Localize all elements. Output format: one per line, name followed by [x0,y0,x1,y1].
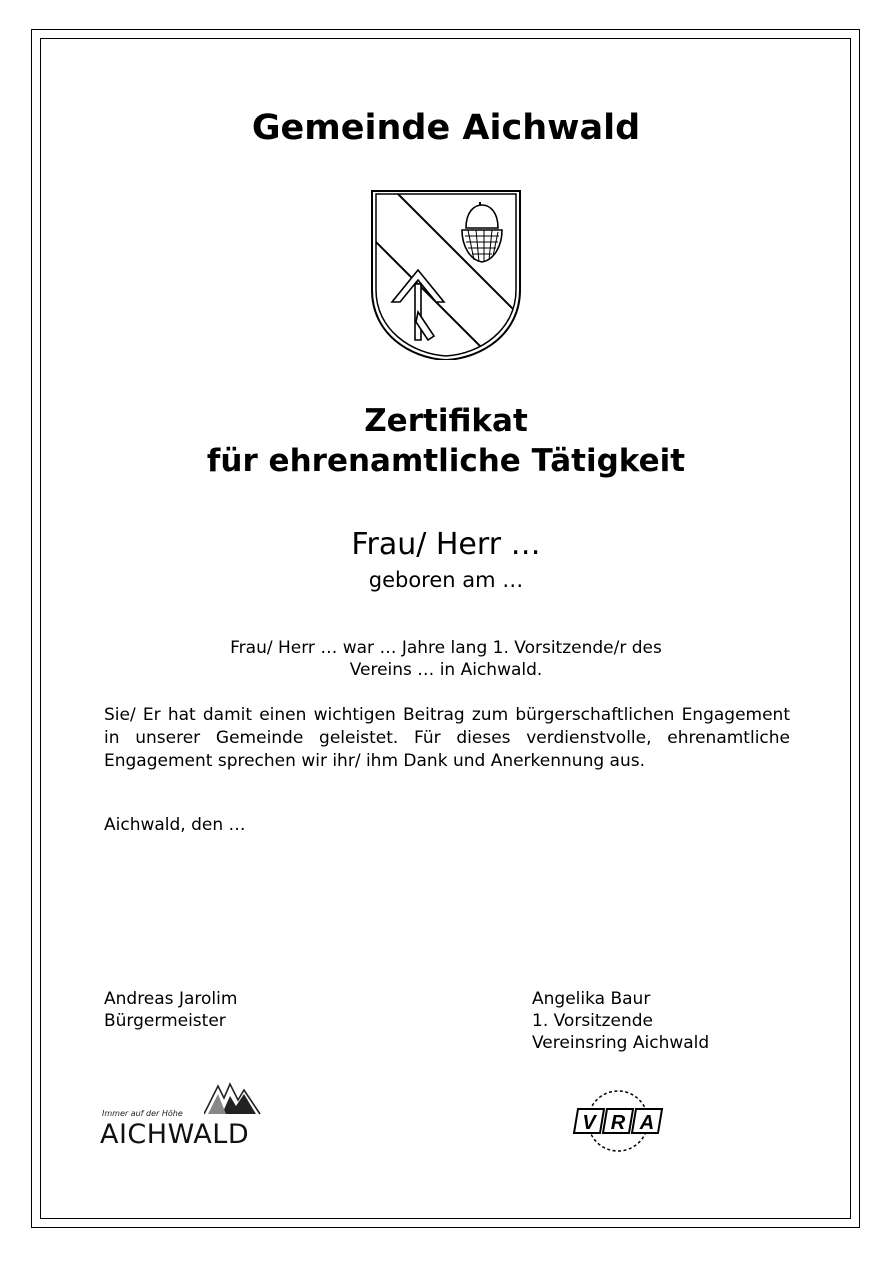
aichwald-logo [100,1080,265,1150]
signatory-organization: Vereinsring Aichwald [532,1033,710,1053]
signatory-name: Angelika Baur [532,989,651,1009]
vra-letter-v: V [582,1112,596,1134]
vra-letter-a: A [639,1112,655,1134]
recipient-birthdate: geboren am … [368,568,524,592]
vra-letter-r: R [610,1112,626,1134]
place-date: Aichwald, den … [104,815,246,835]
signatory-name: Andreas Jarolim [104,989,238,1009]
mountain-logo-icon [204,1080,262,1116]
certificate-title: Zertifikat [364,403,528,439]
certificate-subtitle: für ehrenamtliche Tätigkeit [206,443,686,479]
tenure-line-2: Vereins … in Aichwald. [349,660,543,680]
aichwald-motto: Immer auf der Höhe [102,1109,183,1118]
signatory-role: 1. Vorsitzende [532,1011,653,1031]
vra-logo-icon [570,1085,666,1157]
acknowledgement-paragraph: Sie/ Er hat damit einen wichtigen Beitrag zum bürgerschaftlichen Engagement in unserer Gemeinde geleistet. Für dieses verdienstvolle, ehrenamtliche Engagement sprechen wir ihr/ ihm Dank und Anerkennung aus. [104,705,790,771]
signature-block-mayor [104,988,237,1032]
signatory-role: Bürgermeister [104,1011,226,1031]
tenure-line-1: Frau/ Herr … war … Jahre lang 1. Vorsitzende/r des [230,638,662,658]
municipality-title: Gemeinde Aichwald [251,108,641,148]
certificate-heading [0,401,892,481]
signature-block-chair [532,988,709,1054]
tenure-statement [0,637,892,681]
aichwald-wordmark: AICHWALD [100,1119,250,1150]
coat-of-arms-icon [370,190,522,360]
recipient-name: Frau/ Herr … [351,527,541,562]
